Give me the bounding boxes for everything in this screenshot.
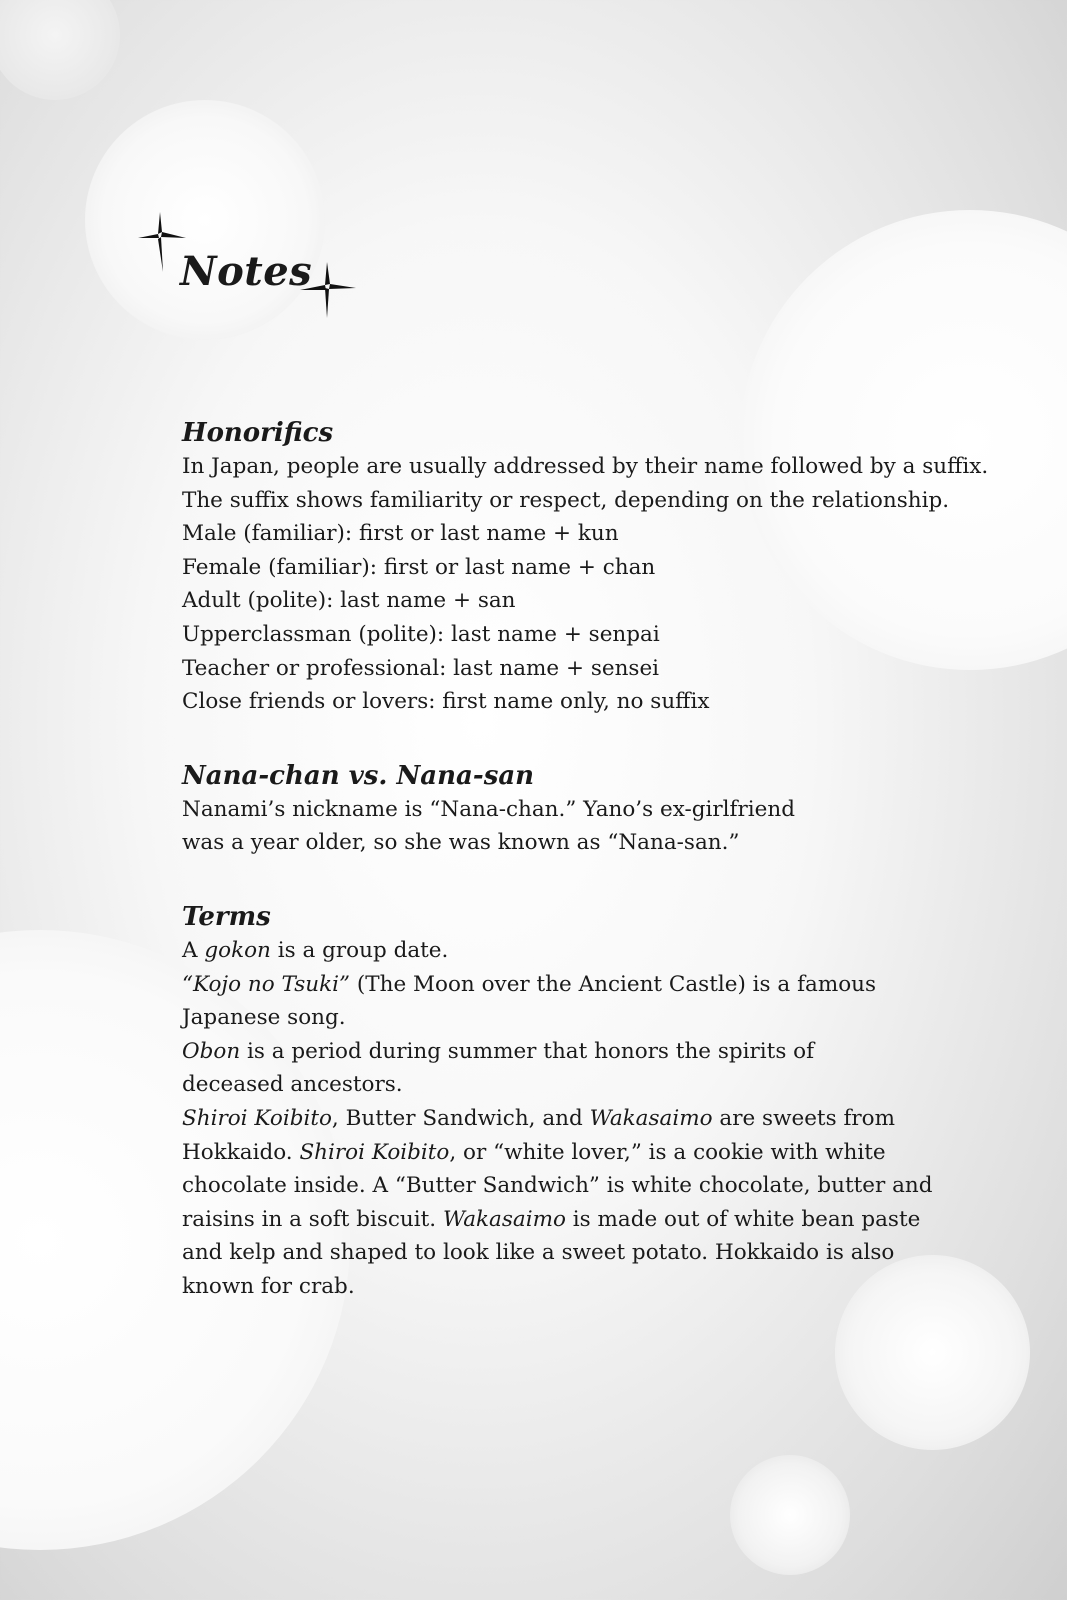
text-segment: was a year older, so she was known as “Nana-san.” [182,830,740,856]
section-heading: Terms [182,901,271,932]
body-line [182,934,942,968]
body-line [182,450,989,484]
text-segment: In Japan, people are usually addressed by their name followed by a suffix. [182,454,989,479]
text-segment: is a group date. [270,937,449,963]
text-segment: A [182,937,205,963]
text-segment: Japanese song. [182,1005,346,1031]
body-line [182,1068,942,1102]
sparkle-icon [300,262,356,318]
decorative-bubble [85,100,325,340]
italic-term: Wakasaimo [442,1206,566,1232]
text-segment: Female (familiar): first or last name + chan [182,554,656,580]
body-line [182,826,942,860]
text-segment: and kelp and shaped to look like a sweet potato. Hokkaido is also [182,1240,895,1266]
notes-section [182,902,942,1304]
body-line [182,1270,942,1304]
text-segment: , Butter Sandwich, and [331,1105,590,1131]
body-line [182,1001,942,1035]
body-line [182,1035,942,1069]
italic-term: gokon [204,937,271,963]
body-line [182,685,942,719]
italic-term: “Kojo no Tsuki” [182,971,351,997]
text-segment: Upperclassman (polite): last name + senpai [182,621,660,647]
text-segment: are sweets from [712,1105,896,1131]
section-heading: Honorifics [182,418,334,448]
body-line [182,1102,942,1136]
text-segment: raisins in a soft biscuit. [182,1206,443,1232]
text-segment: deceased ancestors. [182,1072,403,1098]
page-title: Notes [180,248,313,295]
text-segment: is made out of white bean paste [565,1206,921,1232]
text-segment: The suffix shows familiarity or respect, depending on the relationship. [182,487,950,513]
italic-term: Shiroi Koibito [182,1105,332,1131]
body-line [182,618,942,652]
notes-section [182,418,989,719]
body-line [182,1203,942,1237]
decorative-bubble [0,0,120,100]
body-line [182,793,942,827]
italic-term: Wakasaimo [589,1105,713,1131]
text-segment: Male (familiar): first or last name + kun [182,521,619,547]
text-segment: Close friends or lovers: first name only, no suffix [182,689,710,715]
notes-content [182,418,989,1345]
body-line [182,652,942,686]
body-line [182,1169,942,1203]
text-segment: Teacher or professional: last name + sensei [182,655,660,681]
text-segment: , or “white lover,” is a cookie with white [449,1139,886,1165]
text-segment: Adult (polite): last name + san [182,588,516,614]
text-segment: Nanami’s nickname is “Nana-chan.” Yano’s ex-girlfriend [182,796,795,822]
decorative-bubble [730,1455,850,1575]
body-line [182,517,942,551]
italic-term: Obon [182,1038,241,1064]
notes-section [182,761,942,860]
text-segment: is a period during summer that honors the spirits of [240,1038,815,1064]
body-line [182,551,942,585]
body-line [182,584,942,618]
text-segment: chocolate inside. A “Butter Sandwich” is white chocolate, butter and [182,1173,933,1199]
body-line [182,1236,942,1270]
body-line [182,484,950,518]
italic-term: Shiroi Koibito [299,1139,450,1165]
text-segment: known for crab. [182,1273,355,1299]
text-segment: Hokkaido. [182,1139,300,1165]
body-line [182,968,942,1002]
body-line [182,1136,942,1170]
text-segment: (The Moon over the Ancient Castle) is a famous [350,971,877,997]
section-heading: Nana-chan vs. Nana-san [182,760,535,791]
